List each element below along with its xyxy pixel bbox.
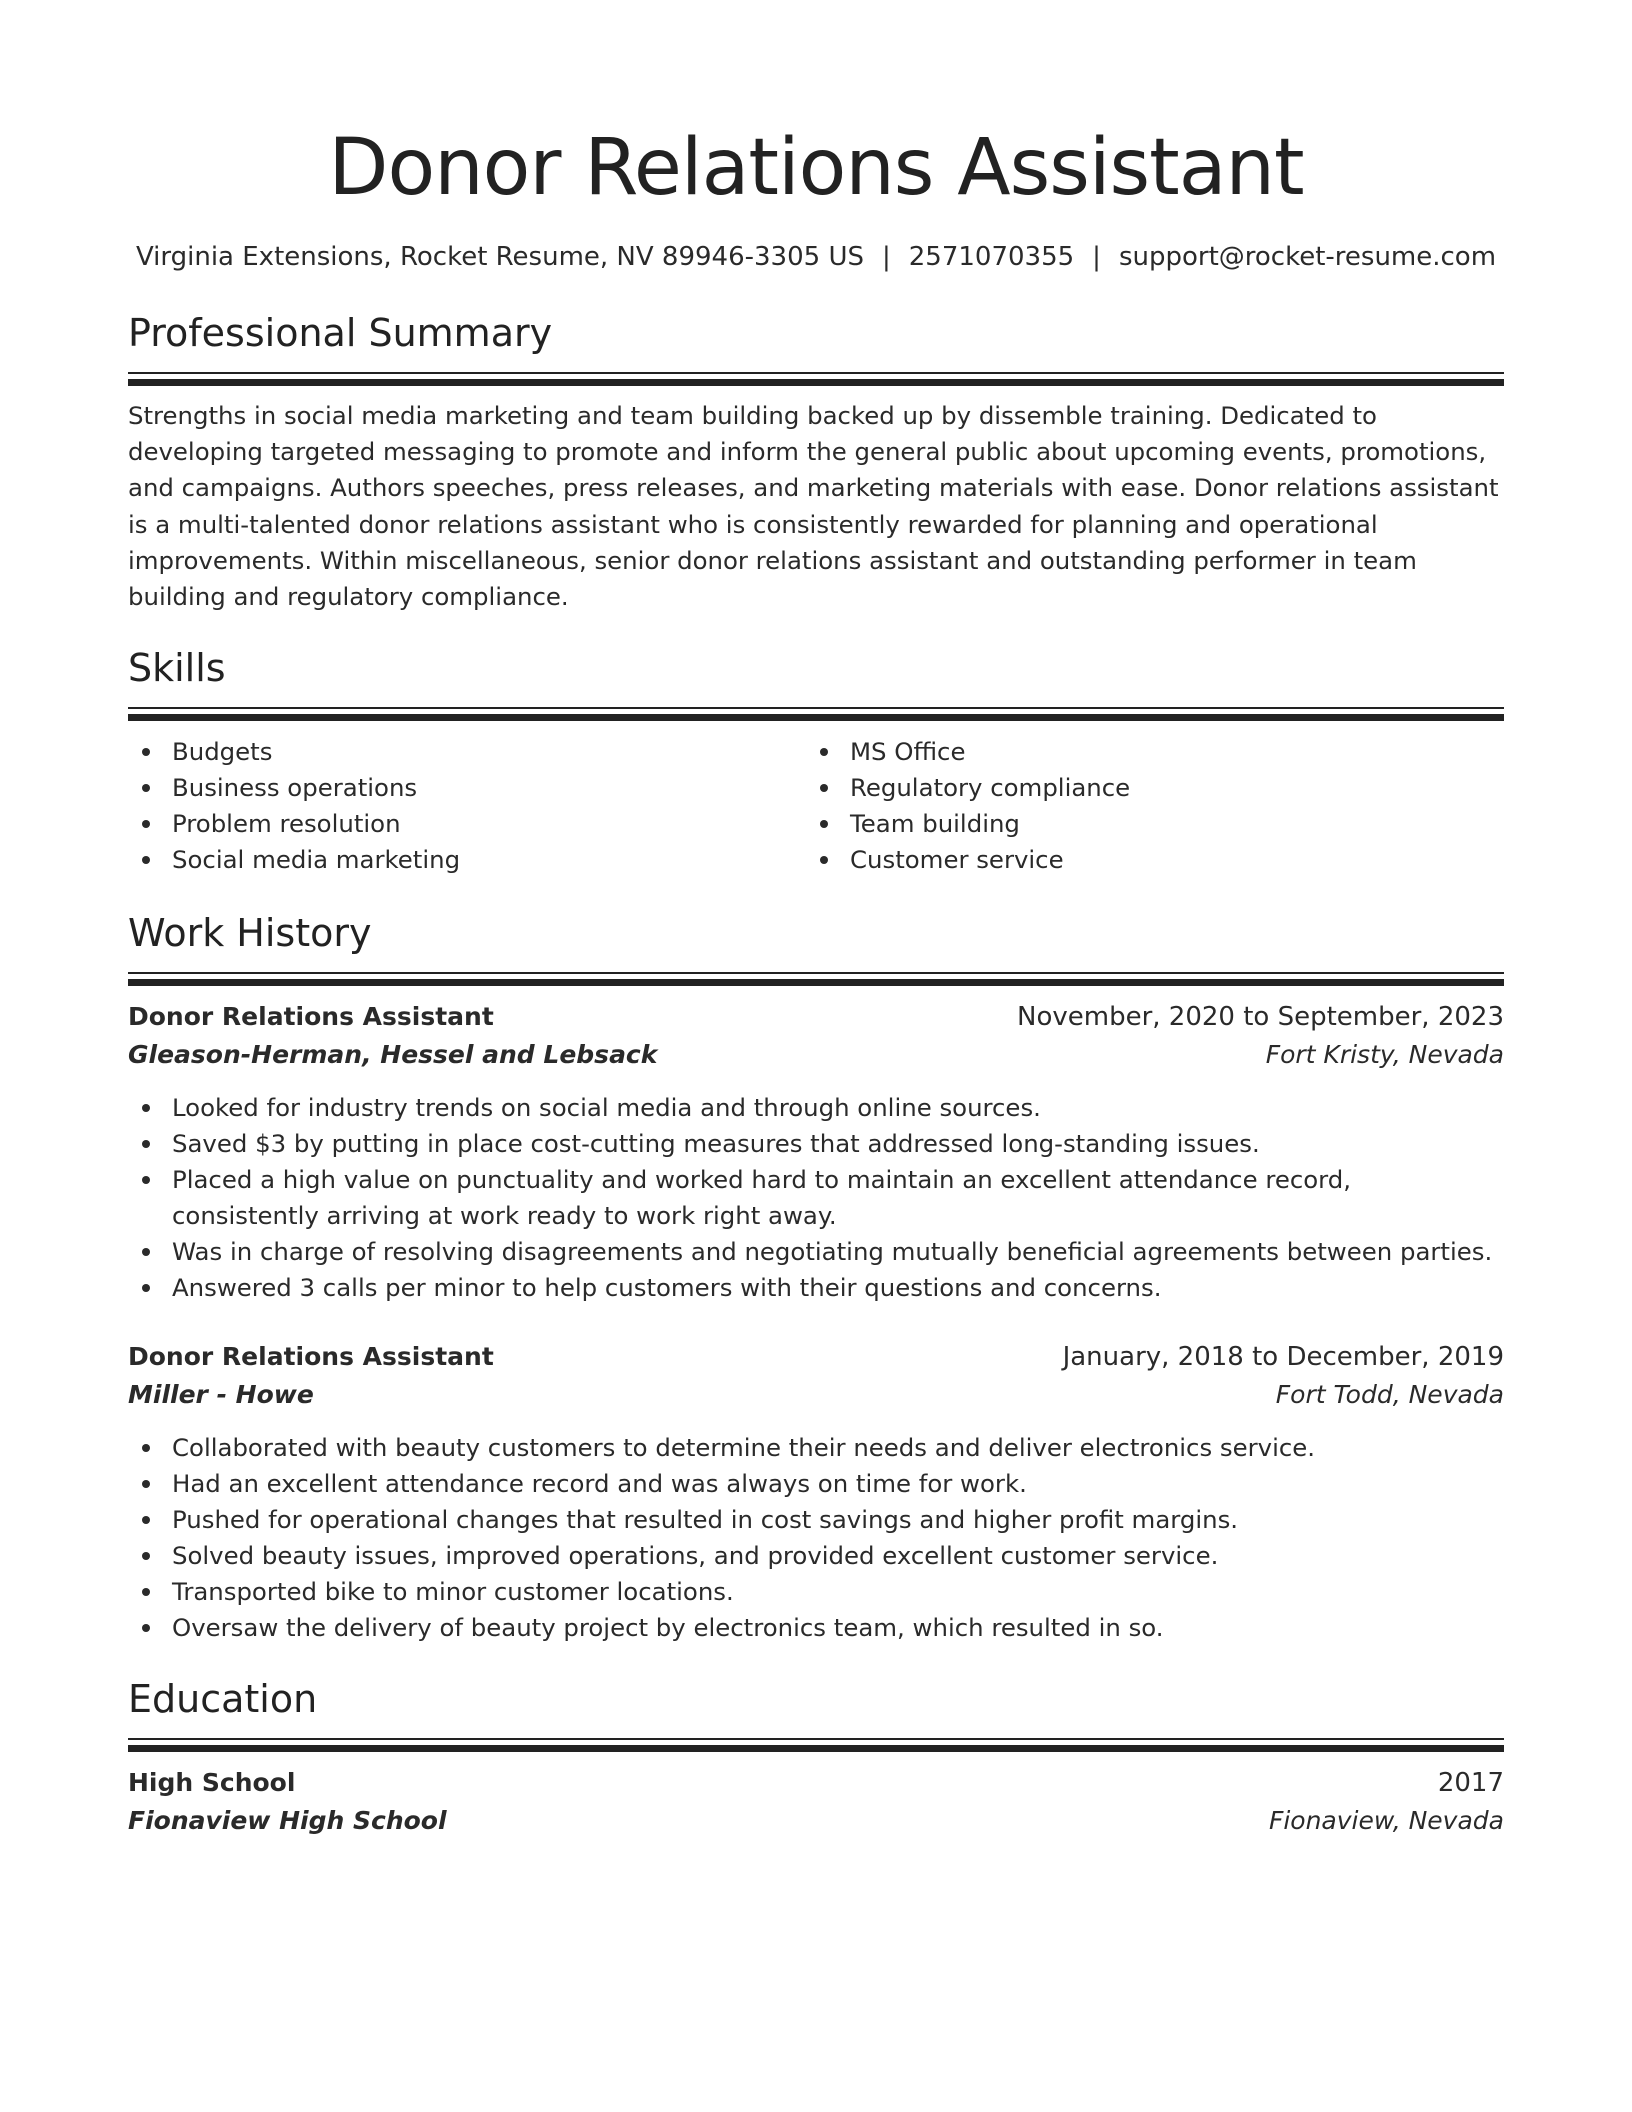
section-title-summary: Professional Summary xyxy=(128,311,553,355)
job-bullet: Collaborated with beauty customers to determine their needs and deliver electronics service. xyxy=(128,1430,1504,1466)
section-divider-thick xyxy=(128,379,1504,386)
section-divider-thick xyxy=(128,1745,1504,1752)
job-header xyxy=(128,1338,1504,1376)
skill-item: Social media marketing xyxy=(128,842,806,878)
job-bullet: Solved beauty issues, improved operations, and provided excellent customer service. xyxy=(128,1538,1504,1574)
education-header xyxy=(128,1764,1504,1802)
contact-separator: | xyxy=(1092,242,1101,272)
job-bullet: Answered 3 calls per minor to help customers with their questions and concerns. xyxy=(128,1270,1504,1306)
work-history-section xyxy=(128,908,1504,1646)
skills-grid xyxy=(128,734,1504,878)
skill-item: Team building xyxy=(806,806,1484,842)
bullet-icon xyxy=(142,1176,150,1184)
job-bullet: Placed a high value on punctuality and worked hard to maintain an excellent attendance record, consistently arriving at work ready to work right away. xyxy=(128,1162,1504,1234)
bullet-icon xyxy=(142,1140,150,1148)
skill-item: Customer service xyxy=(806,842,1484,878)
summary-section xyxy=(128,308,1504,615)
bullet-icon xyxy=(142,784,150,792)
job-bullet: Transported bike to minor customer locations. xyxy=(128,1574,1504,1610)
bullet-icon xyxy=(820,856,828,864)
section-title-skills: Skills xyxy=(128,646,226,691)
job-subheader xyxy=(128,1036,1504,1074)
bullet-icon xyxy=(142,1444,150,1452)
education-location: Fionaview, Nevada xyxy=(1268,1806,1504,1836)
bullet-icon xyxy=(142,1104,150,1112)
section-divider xyxy=(128,972,1504,974)
bullet-icon xyxy=(820,784,828,792)
job-bullet: Had an excellent attendance record and was always on time for work. xyxy=(128,1466,1504,1502)
job-title: Donor Relations Assistant xyxy=(128,1002,494,1032)
section-divider xyxy=(128,707,1504,709)
bullet-icon xyxy=(142,748,150,756)
job-header xyxy=(128,998,1504,1036)
skills-list-left xyxy=(128,734,806,878)
skill-item: Business operations xyxy=(128,770,806,806)
job-bullet: Oversaw the delivery of beauty project by electronics team, which resulted in so. xyxy=(128,1610,1504,1646)
job-company: Gleason-Herman, Hessel and Lebsack xyxy=(128,1040,658,1070)
bullet-icon xyxy=(142,1588,150,1596)
bullet-icon xyxy=(142,1552,150,1560)
contact-separator: | xyxy=(881,242,891,272)
bullet-icon xyxy=(142,1248,150,1256)
job-bullet: Was in charge of resolving disagreements and negotiating mutually beneficial agreements between parties. xyxy=(128,1234,1504,1270)
job-location: Fort Todd, Nevada xyxy=(1275,1380,1504,1410)
bullet-icon xyxy=(142,1480,150,1488)
section-title-education: Education xyxy=(128,1677,318,1722)
skill-item: Problem resolution xyxy=(128,806,806,842)
bullet-icon xyxy=(142,1516,150,1524)
job-entry xyxy=(128,998,1504,1306)
contact-address: Virginia Extensions, Rocket Resume, NV 89946-3305 US xyxy=(135,242,864,272)
job-title: Donor Relations Assistant xyxy=(128,1342,494,1372)
section-divider xyxy=(128,1738,1504,1740)
job-entry xyxy=(128,1338,1504,1646)
contact-line xyxy=(128,240,1504,274)
education-school: Fionaview High School xyxy=(128,1806,447,1836)
skill-item: MS Office xyxy=(806,734,1484,770)
bullet-icon xyxy=(142,1284,150,1292)
job-dates: January, 2018 to December, 2019 xyxy=(1062,1342,1504,1373)
job-bullet: Pushed for operational changes that resulted in cost savings and higher profit margins. xyxy=(128,1502,1504,1538)
education-section xyxy=(128,1674,1504,1840)
job-company: Miller - Howe xyxy=(128,1380,314,1410)
bullet-icon xyxy=(142,856,150,864)
job-bullets xyxy=(128,1430,1504,1646)
job-bullet: Saved $3 by putting in place cost-cutting measures that addressed long-standing issues. xyxy=(128,1126,1504,1162)
skill-item: Budgets xyxy=(128,734,806,770)
job-subheader xyxy=(128,1376,1504,1414)
job-bullets xyxy=(128,1090,1504,1306)
job-bullet: Looked for industry trends on social media and through online sources. xyxy=(128,1090,1504,1126)
bullet-icon xyxy=(142,1624,150,1632)
contact-phone: 2571070355 xyxy=(908,242,1075,272)
section-divider xyxy=(128,372,1504,374)
job-location: Fort Kristy, Nevada xyxy=(1265,1040,1504,1070)
skills-section xyxy=(128,643,1504,878)
skills-list-right xyxy=(806,734,1484,878)
education-subheader xyxy=(128,1802,1504,1840)
contact-email: support@rocket-resume.com xyxy=(1118,242,1497,272)
resume-name: Donor Relations Assistant xyxy=(328,123,1304,213)
skill-item: Regulatory compliance xyxy=(806,770,1484,806)
education-year: 2017 xyxy=(1437,1768,1504,1799)
section-divider-thick xyxy=(128,714,1504,721)
education-degree: High School xyxy=(128,1768,296,1798)
bullet-icon xyxy=(820,748,828,756)
bullet-icon xyxy=(820,820,828,828)
job-dates: November, 2020 to September, 2023 xyxy=(1017,1002,1504,1033)
education-entry xyxy=(128,1764,1504,1840)
section-divider-thick xyxy=(128,979,1504,986)
section-title-work: Work History xyxy=(128,911,372,956)
bullet-icon xyxy=(142,820,150,828)
summary-text: Strengths in social media marketing and team building backed up by dissemble training. Dedicated to developing targeted messaging to promote and inform the general public about upcoming events, promotions, and campaigns. Authors speeches, press releases, and marketing materials with ease. Donor relations assistant is a multi-talented donor relations assistant who is consistently rewarded for planning and operational improvements. Within miscellaneous, senior donor relations assistant and outstanding performer in team building and regulatory compliance. xyxy=(128,401,1499,612)
